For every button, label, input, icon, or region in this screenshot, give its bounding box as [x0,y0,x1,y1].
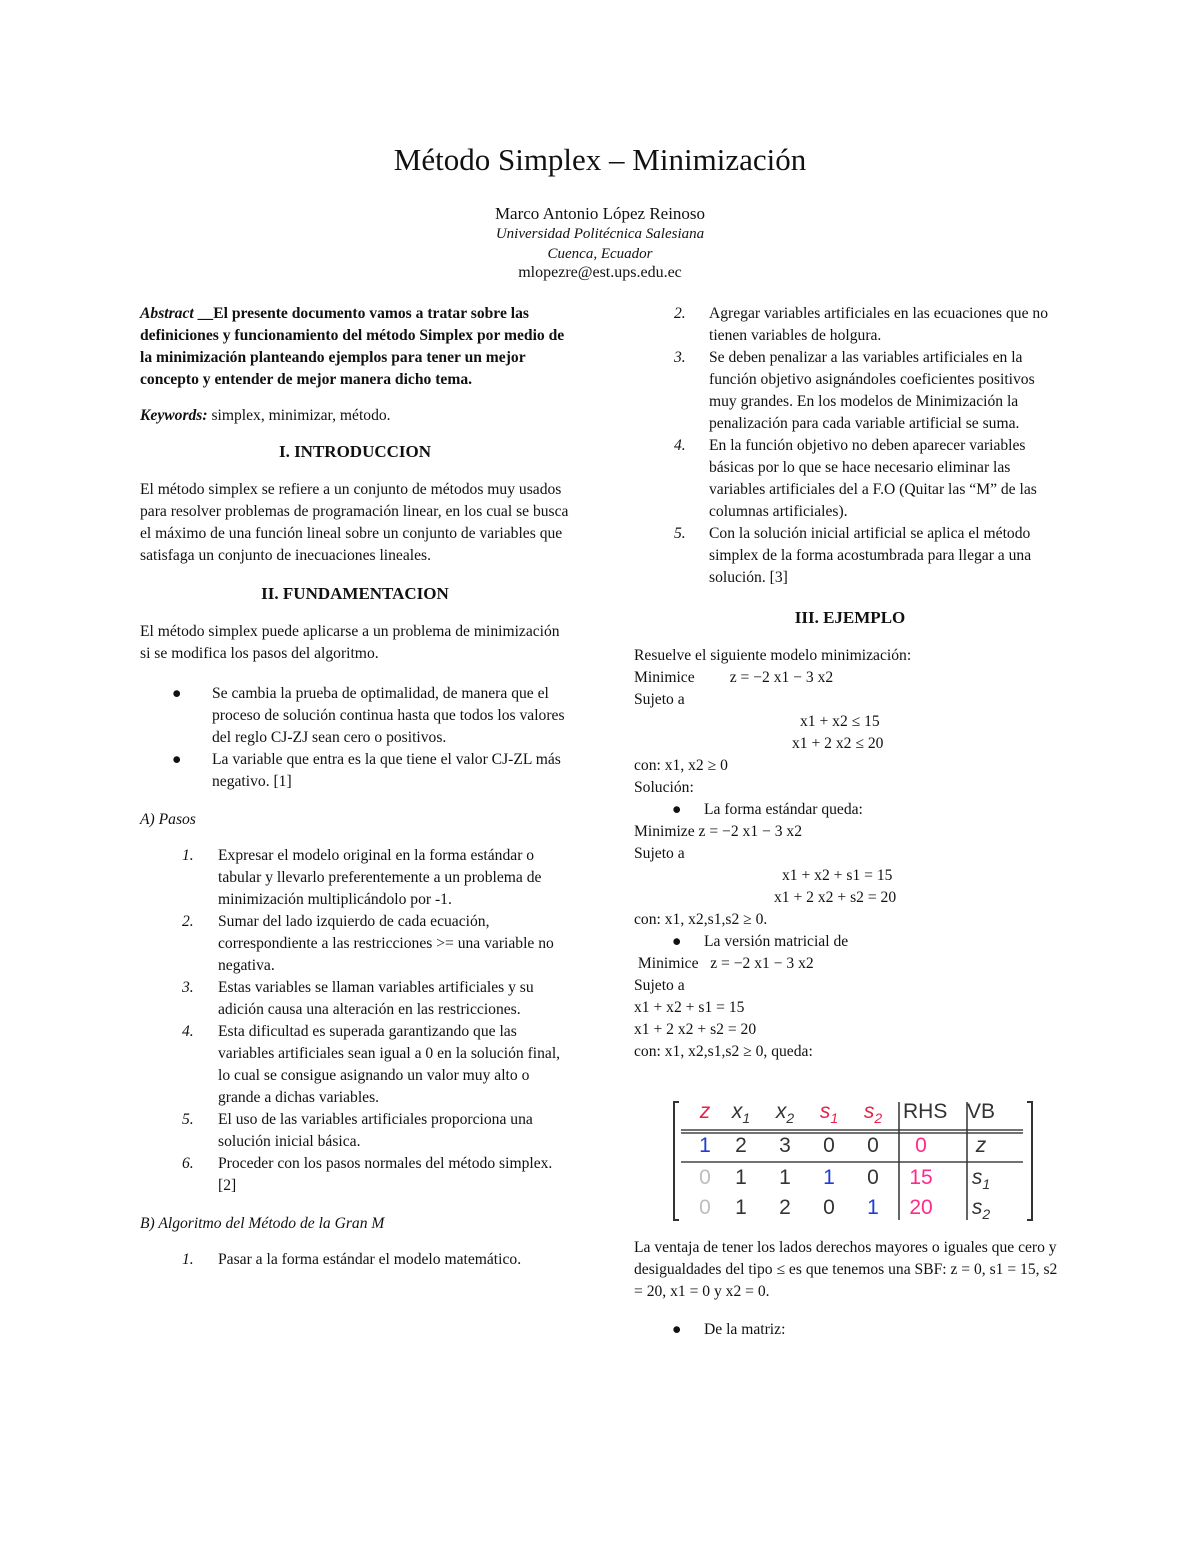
tableau-cell: 1 [699,1134,711,1157]
item-text: En la función objetivo no deben aparecer variables básicas por lo que se hace necesario eliminar las variables artificiales del a F.O (Quitar las “M” de las columnas artificiales). [709,437,1037,520]
example-line: con: x1, x2,s1,s2 ≥ 0. [634,911,768,928]
tableau-cell: 2 [779,1196,791,1219]
constraint-1: x1 + x2 ≤ 15 [800,713,880,730]
tableau-cell: 0 [915,1134,927,1157]
affiliation-university: Universidad Politécnica Salesiana [495,226,705,242]
tableau-cell: 1 [735,1196,747,1219]
list-item [634,523,1066,589]
list-item [634,1319,1066,1341]
intro-paragraph: El método simplex se refiere a un conjunto de métodos muy usados para resolver problemas de programación linear, en los cual se busca el máximo de una función lineal sobre un conjunto de variables que satisfaga un conjunto de inecuaciones lineales. [140,481,569,564]
tableau-cell: 20 [909,1196,933,1219]
item-text: Expresar el modelo original en la forma estándar o tabular y llevarlo preferentemente a un problema de minimización multiplicándolo por -1. [218,847,542,908]
item-number: 3. [182,979,194,996]
tableau-cell: 3 [779,1134,791,1157]
tableau-cell: 2 [735,1134,747,1157]
list-item [634,303,1066,347]
example-line: Sujeto a [634,691,685,708]
list-item [140,683,570,749]
example-line: con: x1, x2,s1,s2 ≥ 0, queda: [634,1043,813,1060]
tableau-header: VB [966,1100,995,1123]
standard-constraint-1: x1 + x2 + s1 = 15 [782,867,893,884]
keywords [140,405,570,427]
keywords-text: simplex, minimizar, método. [207,407,391,424]
tableau-cell: 1 [779,1166,791,1189]
tableau-header: $x_2$ [775,1100,795,1127]
example-line: x1 + 2 x2 + s2 = 20 [634,1021,757,1038]
list-item [634,799,1066,821]
item-text: Esta dificultad es superada garantizando que las variables artificiales sean igual a 0 en la solución final, lo cual se consigue asignando un valor muy alto o grande a dichas variables. [218,1023,561,1106]
item-number: 2. [182,913,194,930]
tableau-cell: 1 [823,1166,835,1189]
tableau-basis: $s_2$ [971,1196,991,1223]
list-item [140,911,570,977]
author-email: mlopezre@est.ups.edu.ec [518,264,682,281]
example-line: Sujeto a [634,845,685,862]
tableau-header: z [699,1100,711,1123]
item-text: Sumar del lado izquierdo de cada ecuación, correspondiente a las restricciones >= una variable no negativa. [218,913,554,974]
item-text: Estas variables se llaman variables artificiales y su adición causa una alteración en las restricciones. [218,979,534,1018]
example-line: Sujeto a [634,977,685,994]
list-item [634,931,1066,953]
tableau-cell: 15 [909,1166,933,1189]
author-name: Marco Antonio López Reinoso [494,204,706,223]
list-item [140,1109,570,1153]
bullet-text: La variable que entra es la que tiene el valor CJ-ZL más negativo. [1] [212,751,561,790]
right-bracket [1027,1102,1032,1220]
example-line: x1 + x2 + s1 = 15 [634,999,745,1016]
list-item [140,749,570,793]
tableau-cell: 1 [735,1166,747,1189]
example-line: Minimize z = −2 x1 − 3 x2 [634,823,803,840]
item-number: 5. [182,1111,194,1128]
tableau-cell: 0 [699,1196,711,1219]
tableau-header: $s_1$ [819,1100,839,1127]
example-conclusion: La ventaja de tener los lados derechos mayores o iguales que cero y desigualdades del tipo ≤ es que tenemos una SBF: z = 0, s1 = 15, s2 = 20, x1 = 0 y x2 = 0. [634,1239,1058,1300]
bullet-icon: ● [172,685,182,702]
example-objective: Minimice z = −2 x1 − 3 x2 [634,669,834,686]
subheading-gran-m: B) Algoritmo del Método de la Gran M [140,1215,385,1232]
list-item [634,435,1066,523]
tableau-header: $x_1$ [731,1100,751,1127]
left-bracket [674,1102,679,1220]
tableau-cell: 0 [867,1134,879,1157]
tableau-cell: 0 [823,1134,835,1157]
example-line: con: x1, x2 ≥ 0 [634,757,728,774]
keywords-label: Keywords: [140,407,208,424]
tableau-cell: 0 [699,1166,711,1189]
list-item [140,1021,570,1109]
item-text: Con la solución inicial artificial se aplica el método simplex de la forma acostumbrada para llegar a una solución. [3] [709,525,1032,586]
tableau-header: $s_2$ [863,1100,883,1127]
tableau-cell: 0 [867,1166,879,1189]
constraint-2: x1 + 2 x2 ≤ 20 [792,735,884,752]
item-number: 4. [182,1023,194,1040]
page-title: Método Simplex – Minimización [393,142,807,177]
tableau-basis: $s_1$ [971,1166,991,1193]
abstract-text: __El presente documento vamos a tratar sobre las definiciones y funcionamiento del método Simplex por medio de la minimización planteando ejemplos para tener un mejor concepto y entender de mejor manera dicho tema. [140,305,565,388]
example-line: Minimice z = −2 x1 − 3 x2 [634,955,814,972]
fundamentacion-paragraph: El método simplex puede aplicarse a un problema de minimización si se modifica los pasos del algoritmo. [140,623,560,662]
item-text: Proceder con los pasos normales del método simplex. [2] [218,1155,553,1194]
bullet-icon: ● [672,933,682,950]
item-text: Agregar variables artificiales en las ecuaciones que no tienen variables de holgura. [709,305,1049,344]
standard-constraint-2: x1 + 2 x2 + s2 = 20 [774,889,897,906]
simplex-tableau [671,1098,1037,1224]
abstract-label: Abstract [140,305,194,322]
tableau-basis: z [975,1134,987,1157]
tableau-cell: 0 [823,1196,835,1219]
section-heading-fundamentacion: II. FUNDAMENTACION [261,584,449,603]
subheading-pasos: A) Pasos [140,811,196,828]
item-number: 1. [182,1251,194,1268]
bullet-text: Se cambia la prueba de optimalidad, de manera que el proceso de solución continua hasta que todos los valores del reglo CJ-ZJ sean cero o positivos. [212,685,565,746]
bullet-text: La versión matricial de [704,933,849,950]
abstract [140,303,570,391]
item-text: El uso de las variables artificiales proporciona una solución inicial básica. [218,1111,533,1150]
left-column [140,303,570,1271]
item-number: 5. [674,525,686,542]
example-line: Solución: [634,779,694,796]
item-text: Pasar a la forma estándar el modelo matemático. [218,1251,522,1268]
bullet-icon: ● [672,801,682,818]
item-text: Se deben penalizar a las variables artificiales en la función objetivo asignándoles coeficientes positivos muy grandes. En los modelos de Minimización la penalización para cada variable artificial se suma. [709,349,1035,432]
tableau-header: RHS [903,1100,948,1123]
bullet-icon: ● [672,1321,682,1338]
item-number: 4. [674,437,686,454]
list-item [140,977,570,1021]
bullet-icon: ● [172,751,182,768]
section-heading-ejemplo: III. EJEMPLO [794,608,906,627]
list-item [140,845,570,911]
section-heading-intro: I. INTRODUCCION [278,442,432,461]
bullet-text: De la matriz: [704,1321,786,1338]
list-item [140,1249,570,1271]
item-number: 6. [182,1155,194,1172]
example-line: Resuelve el siguiente modelo minimización: [634,647,912,664]
tableau-cell: 1 [867,1196,879,1219]
item-number: 3. [674,349,686,366]
item-number: 2. [674,305,686,322]
list-item [140,1153,570,1197]
item-number: 1. [182,847,194,864]
bullet-text: La forma estándar queda: [704,801,863,818]
list-item [634,347,1066,435]
affiliation-city: Cuenca, Ecuador [547,246,653,262]
